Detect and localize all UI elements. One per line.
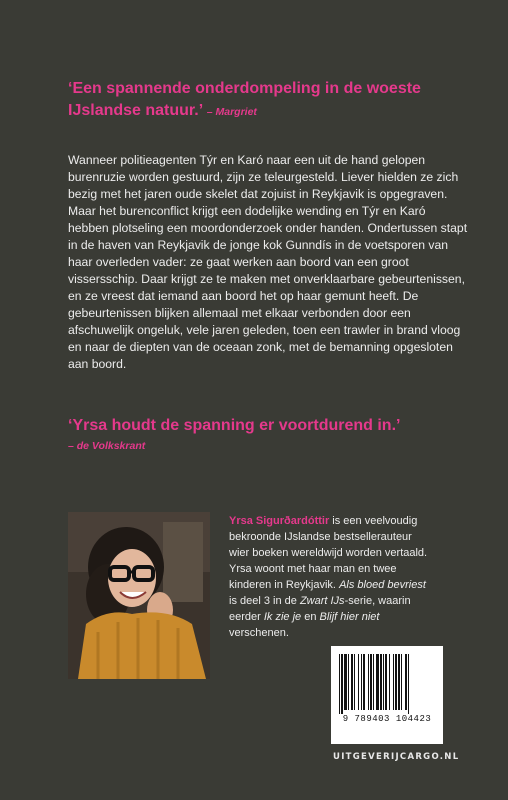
book-title-2: Blijf hier niet xyxy=(319,611,380,623)
bio-text-4: en xyxy=(301,611,320,623)
book-title-1: Ik zie je xyxy=(263,611,302,623)
bio-text-3: -serie, waarin eerder xyxy=(229,595,411,623)
isbn-number: 9 789403 104423 xyxy=(342,714,432,724)
bio-text-5: verschenen. xyxy=(229,627,289,639)
isbn-barcode xyxy=(331,646,443,744)
quote-volkskrant-text: ‘Yrsa houdt de spanning er voortdurend in.’ xyxy=(68,417,401,434)
book-title-current: Als bloed bevriest xyxy=(339,579,426,591)
bio-text-1: is een veelvoudig bekroonde IJslandse bestsellerauteur wier boeken wereldwijd worden vertaald. Yrsa woont met haar man en twee kinderen in Reykjavik. xyxy=(229,515,428,591)
author-name: Yrsa Sigurðardóttir xyxy=(229,515,330,527)
publisher-website: UITGEVERIJCARGO.NL xyxy=(333,752,460,762)
barcode-icon xyxy=(331,646,443,714)
author-photo xyxy=(68,512,210,679)
bio-text-2: is deel 3 in de xyxy=(229,595,300,607)
quote-margriet-source: – Margriet xyxy=(206,106,257,118)
series-name: Zwart IJs xyxy=(299,595,345,607)
back-cover-blurb xyxy=(68,152,468,373)
quote-margriet xyxy=(68,78,468,123)
author-bio xyxy=(229,513,429,641)
author-portrait-icon xyxy=(68,512,210,679)
blurb-text: Wanneer politieagenten Týr en Karó naar een uit de hand gelopen burenruzie worden gestuurd, zijn ze teleurgesteld. Liever hielden ze zich bezig met het jaren oude skelet dat zojuist in Reykjavik is opgegraven. Maar het burenconflict krijgt een dodelijke wending en Týr en Karó hebben plotseling een moordonderzoek onder handen. Ondertussen stapt in de haven van Reykjavik de jonge kok Gunndís in de voetsporen van haar overleden vader: ze gaat werken aan boord van een groot vissersschip. Daar krijgt ze te maken met onverklaarbare gebeurtenissen, en ze vreest dat iemand aan boord het op haar gemunt heeft. De gebeurtenissen blijken allemaal met elkaar verbonden door een afschuwelijk ongeluk, vele jaren geleden, toen een trawler in brand vloog en naar de diepten van de oceaan zonk, met de bemanning opgesloten aan boord. xyxy=(68,153,468,371)
quote-volkskrant-source: – de Volkskrant xyxy=(68,440,146,452)
quote-margriet-text: ‘Een spannende onderdompeling in de woeste IJslandse natuur.’ xyxy=(68,80,421,119)
quote-volkskrant xyxy=(68,416,488,456)
